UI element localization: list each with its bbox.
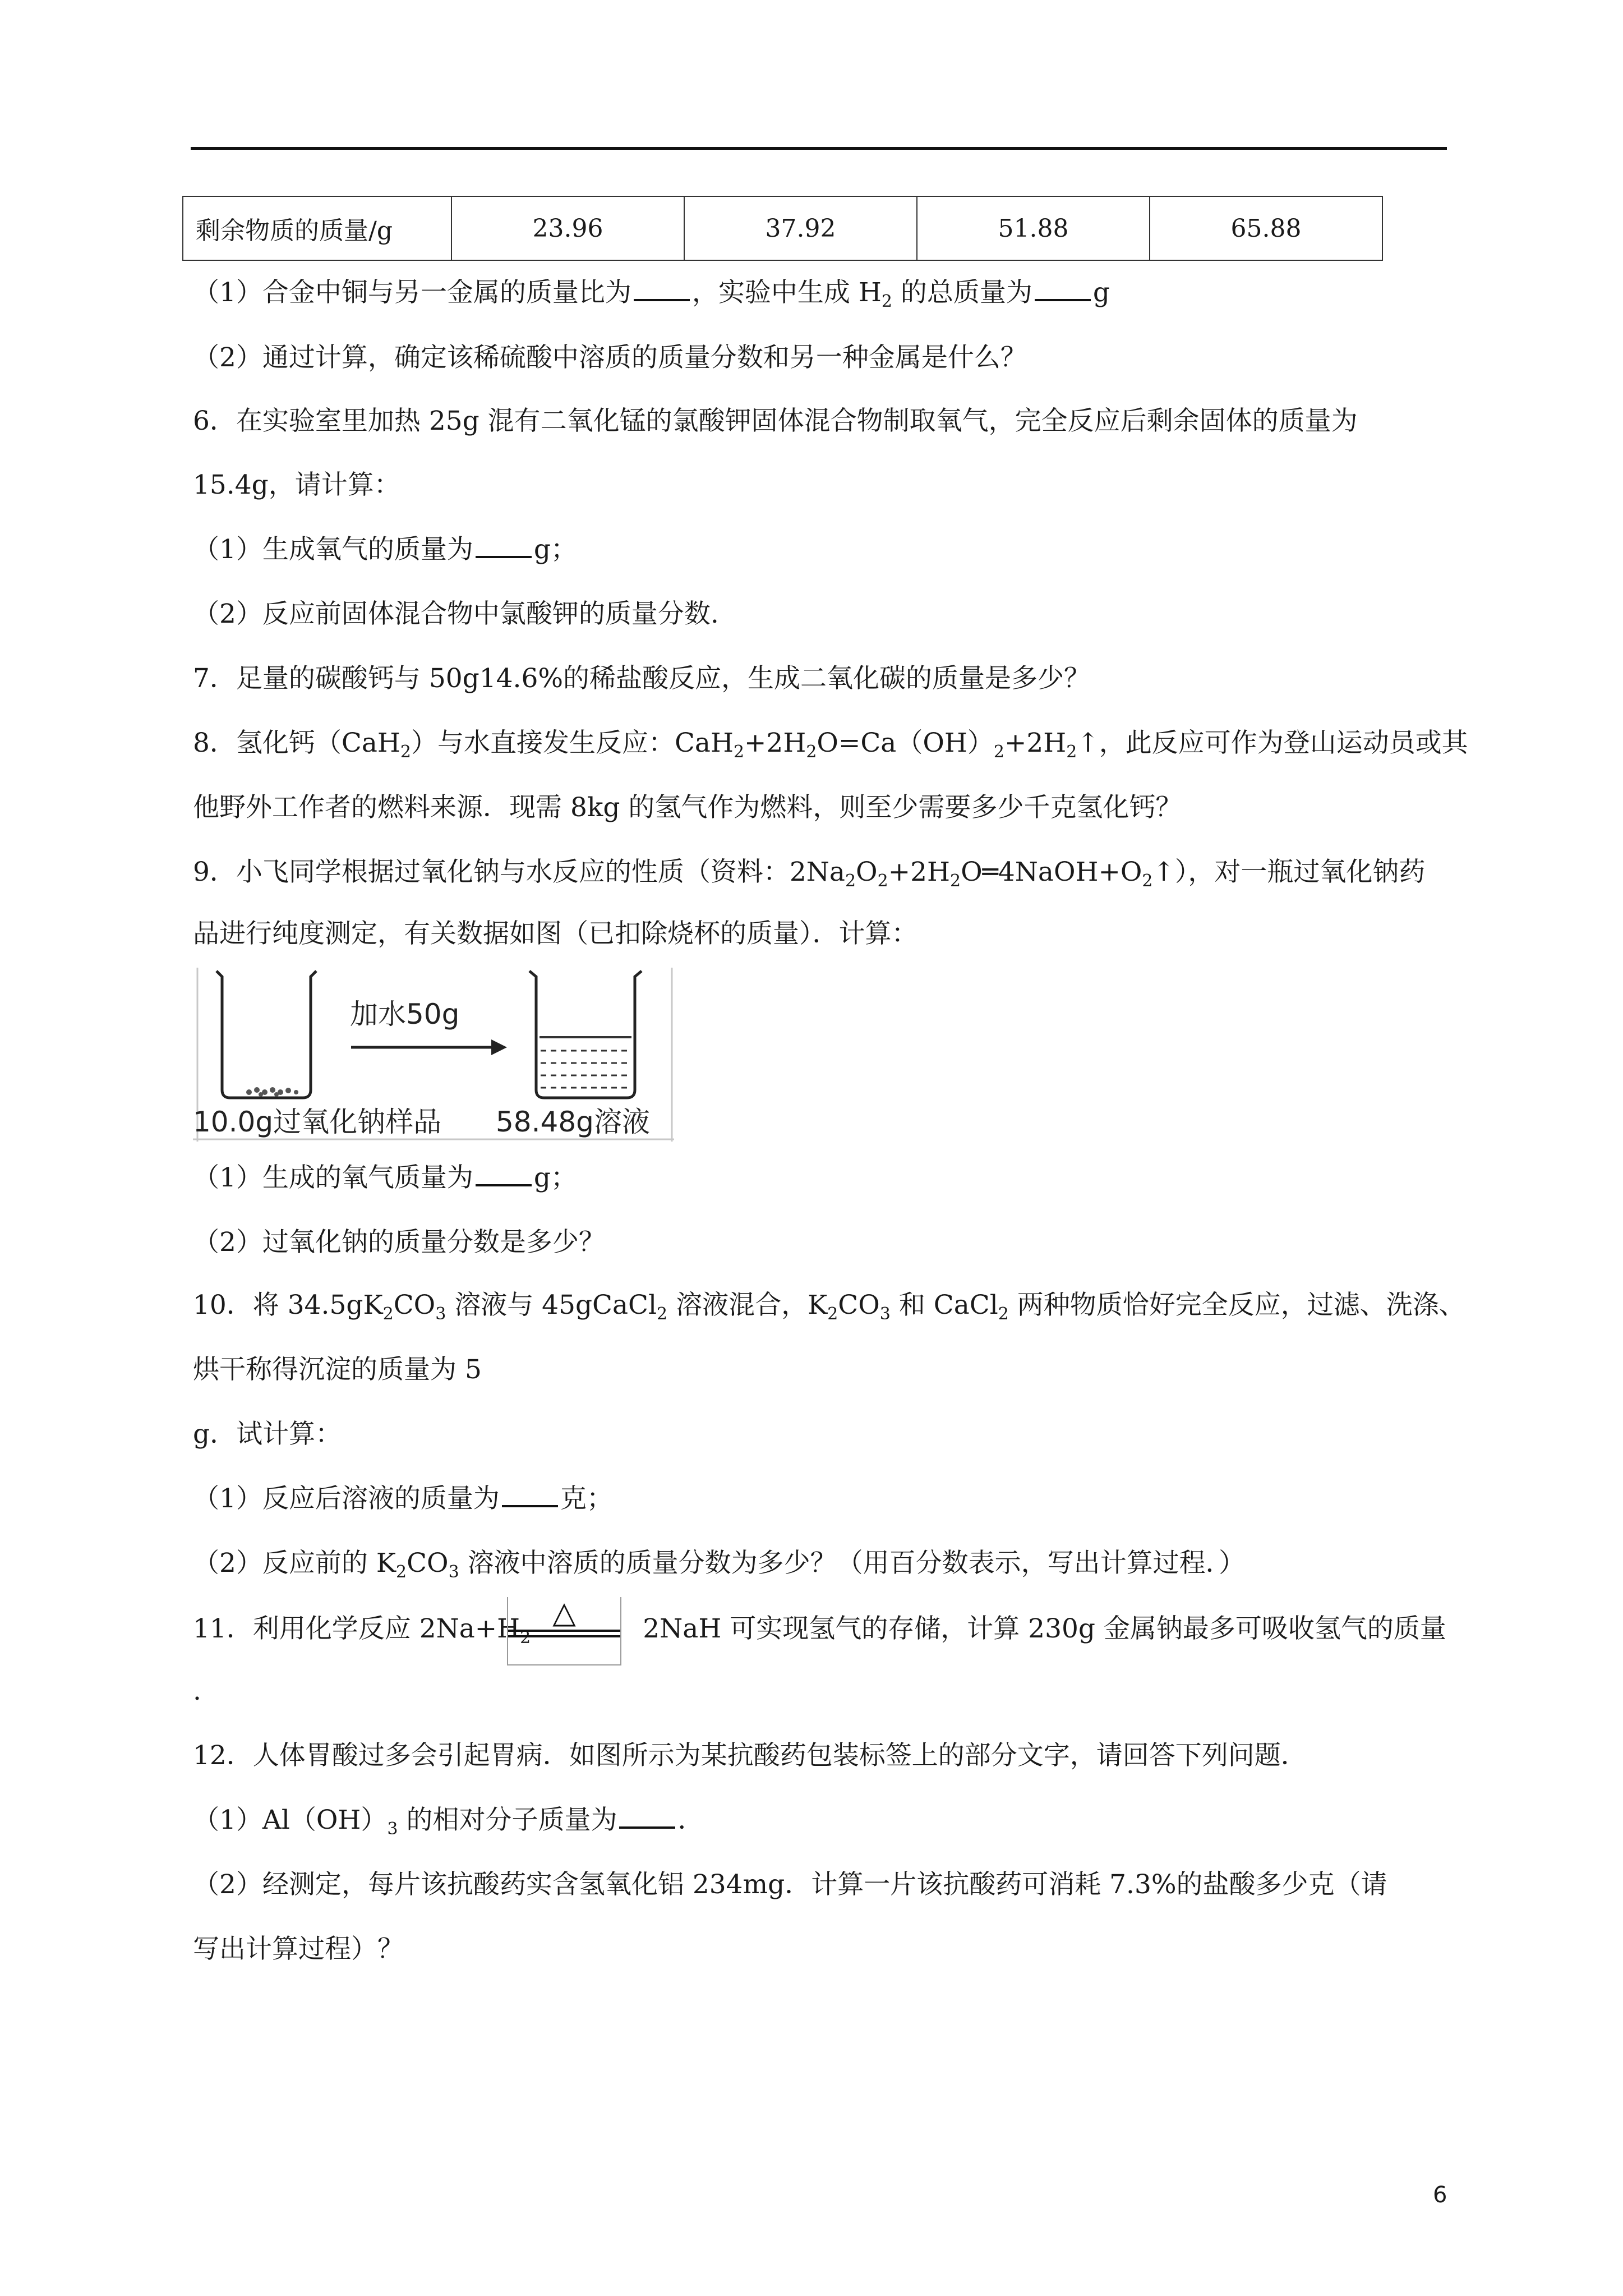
table-row: [183, 196, 1382, 260]
table-cell: 51.88: [917, 196, 1150, 260]
question-10-part-2: （2）反应前的 $K_2CO_3$ 溶液中溶质的质量分数为多少？（用百分数表示，写出计算过程．）: [193, 1548, 1246, 1582]
question-9-part-2: （2）过氧化钠的质量分数是多少？: [193, 1227, 605, 1258]
question-9: 9．小飞同学根据过氧化钠与水反应的性质（资料：$2Na_2O_2+2H_2O═4NaOH+O_2↑$），对一瓶过氧化钠药: [193, 857, 1426, 891]
question-6: 6．在实验室里加热 25g 混有二氧化锰的氯酸钾固体混合物制取氧气，完全反应后剩余固体的质量为: [193, 406, 1358, 436]
question-6-part-1: （1）生成氧气的质量为 g；: [193, 534, 577, 565]
question-8: 8．氢化钙（CaH$_2$）与水直接发生反应：$CaH_2+2H_2O=Ca(OH)_2+2H_2↑$，此反应可作为登山运动员或其: [193, 728, 1468, 762]
answer-blank: [476, 1162, 532, 1186]
table-cell: 65.88: [1150, 196, 1382, 260]
question-6-cont: 15.4g，请计算：: [193, 470, 400, 500]
question-10-part-1: （1）反应后溶液的质量为 克；: [193, 1483, 613, 1514]
answer-blank: [619, 1804, 675, 1829]
beaker-figure: [193, 968, 674, 1142]
table-row-label: 剩余物质的质量/g: [183, 196, 451, 260]
question-5-part-2: （2）通过计算，确定该稀硫酸中溶质的质量分数和另一种金属是什么？: [193, 342, 1027, 373]
arrow-label: 加水50g: [350, 998, 460, 1030]
question-6-part-2: （2）反应前固体混合物中氯酸钾的质量分数.: [193, 599, 719, 629]
question-11: 11．利用化学反应 $2Na+H_2$ 2NaH 可实现氢气的存储，计算 230g 金属钠最多可吸收氢气的质量: [193, 1613, 1446, 1648]
question-12-part-2-cont: 写出计算过程）？: [193, 1934, 404, 1964]
table-cell: 23.96: [451, 196, 684, 260]
question-10-cont: 烘干称得沉淀的质量为 5: [193, 1354, 482, 1385]
question-12-part-2: （2）经测定，每片该抗酸药实含氢氧化铝 234mg．计算一片该抗酸药可消耗 7.3%的盐酸多少克（请: [193, 1869, 1387, 1900]
beaker-diagram: [193, 968, 674, 1142]
question-9-part-1: （1）生成的氧气质量为 g；: [193, 1162, 577, 1193]
question-11-end: .: [193, 1676, 201, 1706]
header-rule: [191, 147, 1447, 150]
question-12-part-1: $(1)Al(OH)_3$ 的相对分子质量为 ．: [193, 1805, 704, 1839]
right-caption: 58.48g溶液: [496, 1106, 650, 1138]
answer-blank: [476, 533, 532, 558]
answer-blank: [1035, 277, 1091, 301]
heat-symbol: △: [552, 1597, 576, 1630]
table-cell: 37.92: [684, 196, 917, 260]
question-7: 7．足量的碳酸钙与 50g14.6%的稀盐酸反应，生成二氧化碳的质量是多少？: [193, 663, 1091, 694]
question-9-cont: 品进行纯度测定，有关数据如图（已扣除烧杯的质量）．计算：: [193, 918, 918, 949]
question-12: 12．人体胃酸过多会引起胃病．如图所示为某抗酸药包装标签上的部分文字，请回答下列问题．: [193, 1740, 1307, 1771]
answer-blank: [634, 277, 690, 301]
question-5-part-1: （1）合金中铜与另一金属的质量比为 ，实验中生成 $H_2$ 的总质量为 g: [193, 277, 1110, 311]
left-caption: 10.0g过氧化钠样品: [193, 1106, 442, 1138]
page-number: 6: [1433, 2182, 1447, 2208]
question-10: 10．将 $34.5gK_2CO_3$ 溶液与 45gCaCl$_2$ 溶液混合，$K_2CO_3$ 和 CaCl$_2$ 两种物质恰好完全反应，过滤、洗涤、: [193, 1290, 1465, 1324]
answer-blank: [502, 1483, 558, 1507]
question-8-cont: 他野外工作者的燃料来源．现需 8kg 的氢气作为燃料，则至少需要多少千克氢化钙？: [193, 792, 1182, 823]
reaction-condition: [507, 1597, 621, 1665]
question-10-cont-2: g．试计算：: [193, 1419, 342, 1450]
data-table: [182, 196, 1383, 261]
